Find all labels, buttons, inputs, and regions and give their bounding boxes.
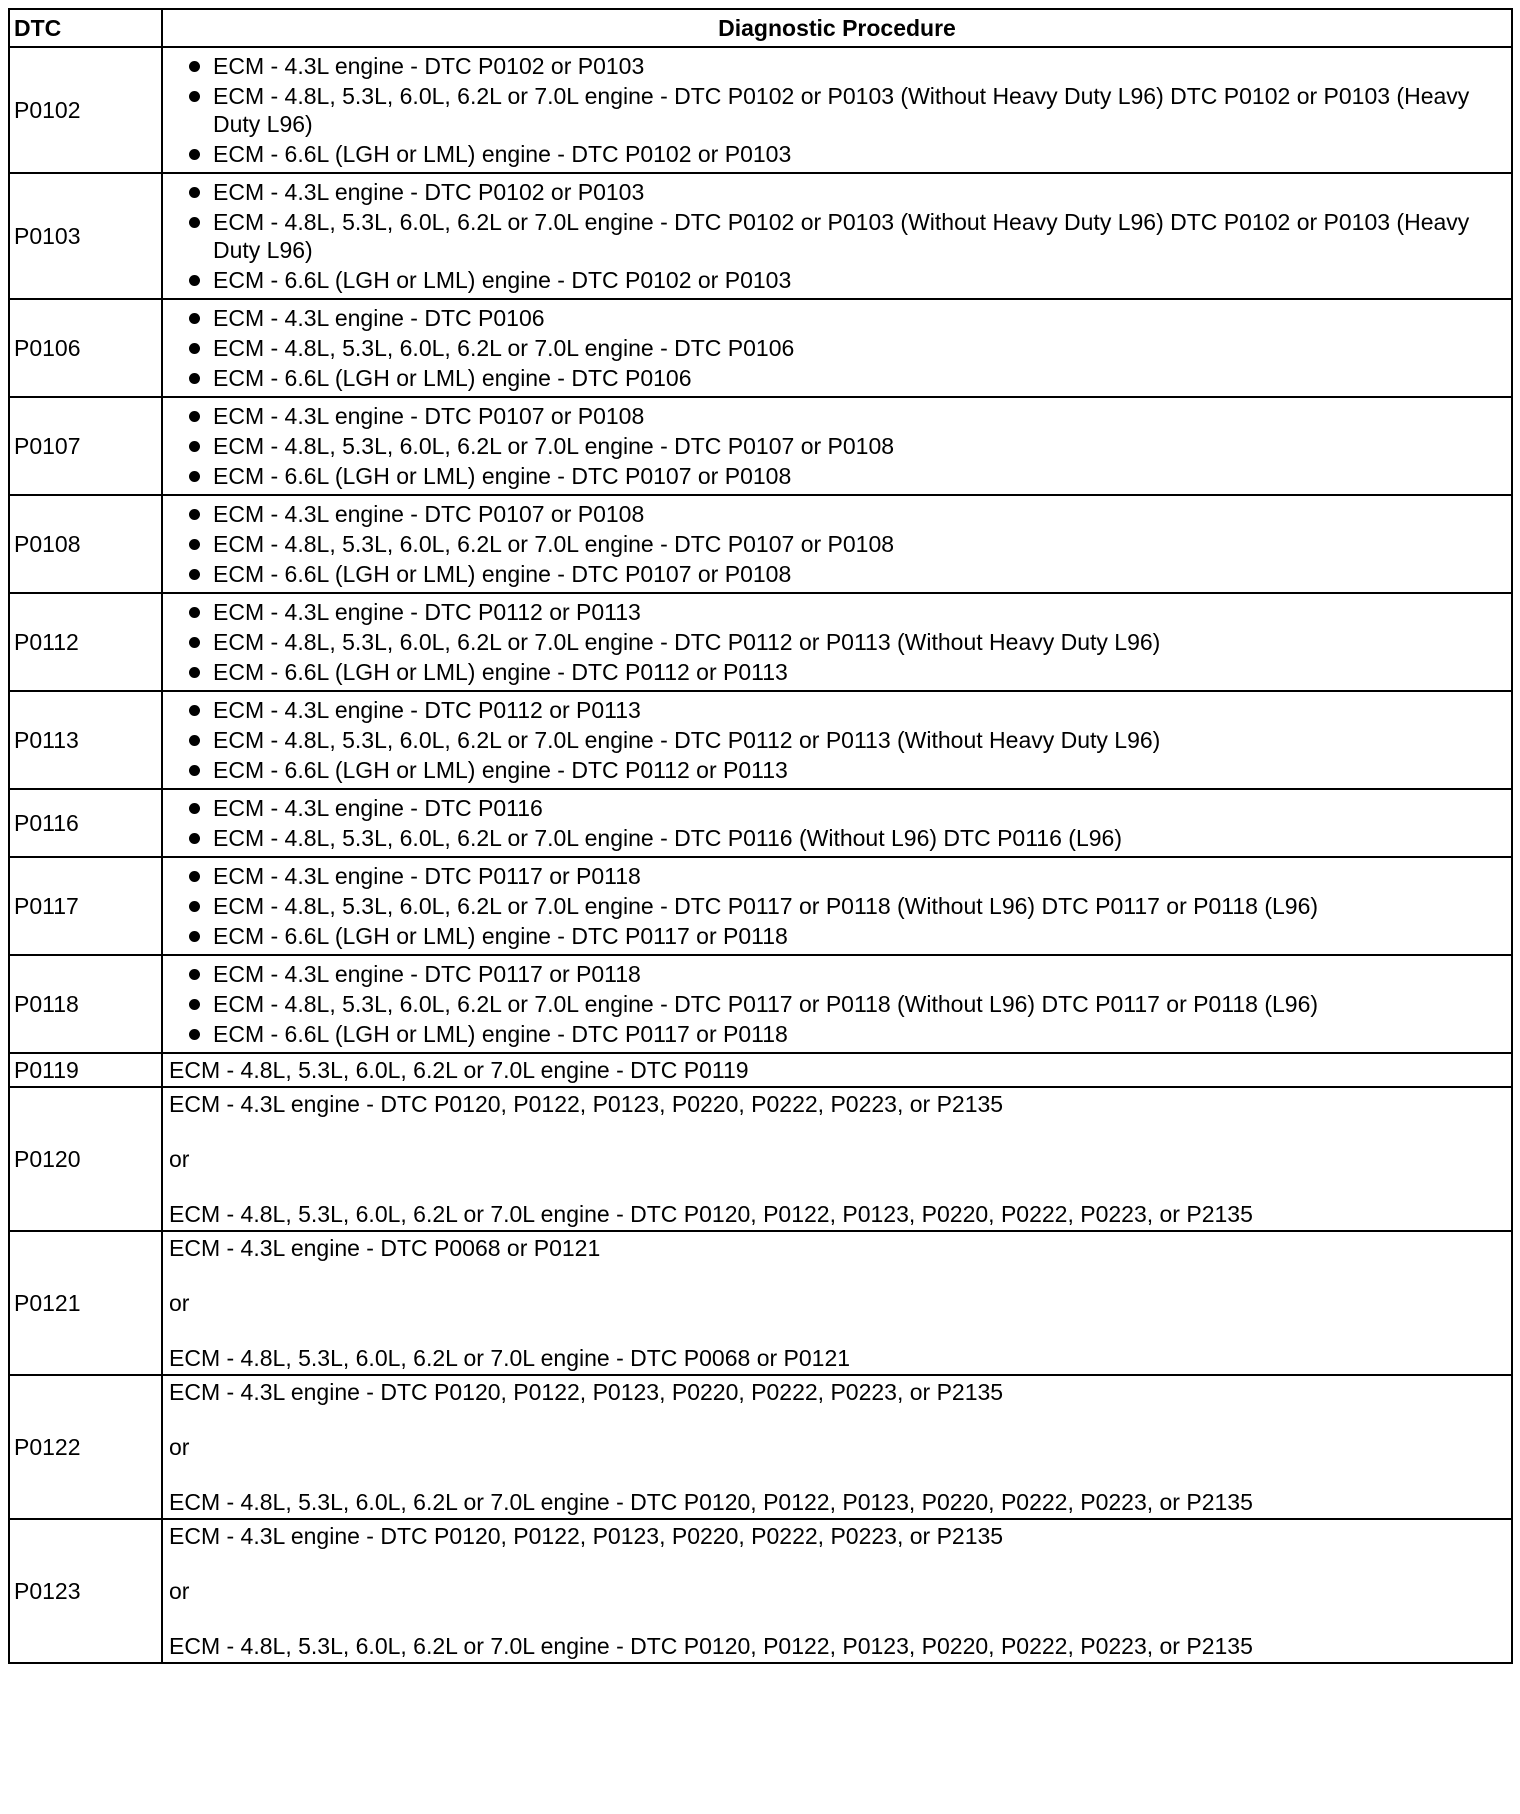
bullet-icon: [189, 509, 200, 520]
table-row: [9, 397, 1512, 495]
dtc-code: P0122: [9, 1375, 162, 1519]
procedure-list-item: [169, 794, 1507, 822]
procedure-list-item: [169, 266, 1507, 294]
procedure-list-item: [169, 140, 1507, 168]
procedure-list-item: [169, 334, 1507, 362]
dtc-code: P0112: [9, 593, 162, 691]
dtc-code: P0121: [9, 1231, 162, 1375]
dtc-code: P0117: [9, 857, 162, 955]
procedure-text: ECM - 4.8L, 5.3L, 6.0L, 6.2L or 7.0L engine - DTC P0102 or P0103 (Without Heavy Duty L96) DTC P0102 or P0103 (Heavy Duty L96): [213, 209, 1470, 263]
paragraph-gap: [169, 1262, 1507, 1289]
procedure-list-item: [169, 696, 1507, 724]
procedure-list-item: [169, 960, 1507, 988]
procedure-text: ECM - 4.8L, 5.3L, 6.0L, 6.2L or 7.0L engine - DTC P0107 or P0108: [213, 433, 895, 459]
procedure-list-item: [169, 990, 1507, 1018]
procedure-list: [169, 52, 1507, 168]
table-row: [9, 495, 1512, 593]
bullet-icon: [189, 471, 200, 482]
table-row: [9, 789, 1512, 857]
procedure-list-item: [169, 824, 1507, 852]
procedure-text: ECM - 6.6L (LGH or LML) engine - DTC P0107 or P0108: [213, 561, 792, 587]
dtc-code: P0113: [9, 691, 162, 789]
bullet-icon: [189, 373, 200, 384]
dtc-procedure-table: [8, 8, 1513, 1664]
bullet-icon: [189, 539, 200, 550]
table-row: [9, 1375, 1512, 1519]
procedure-list-item: [169, 922, 1507, 950]
table-row: [9, 1231, 1512, 1375]
procedure-text: ECM - 6.6L (LGH or LML) engine - DTC P0106: [213, 365, 692, 391]
procedure-text: ECM - 4.3L engine - DTC P0120, P0122, P0123, P0220, P0222, P0223, or P2135: [169, 1523, 1004, 1549]
bullet-icon: [189, 149, 200, 160]
procedure-text: ECM - 4.3L engine - DTC P0117 or P0118: [213, 961, 641, 987]
diagnostic-procedure-cell: [162, 1375, 1512, 1519]
table-header-row: [9, 9, 1512, 47]
procedure-text: ECM - 6.6L (LGH or LML) engine - DTC P0112 or P0113: [213, 659, 788, 685]
table-row: [9, 857, 1512, 955]
procedure-text: ECM - 4.3L engine - DTC P0120, P0122, P0123, P0220, P0222, P0223, or P2135: [169, 1379, 1004, 1405]
dtc-code: P0119: [9, 1053, 162, 1087]
table-row: [9, 299, 1512, 397]
diagnostic-procedure-cell: [162, 47, 1512, 173]
procedure-text: ECM - 4.8L, 5.3L, 6.0L, 6.2L or 7.0L engine - DTC P0068 or P0121: [169, 1345, 851, 1371]
procedure-text: ECM - 6.6L (LGH or LML) engine - DTC P0102 or P0103: [213, 267, 792, 293]
bullet-icon: [189, 803, 200, 814]
procedure-text: ECM - 4.3L engine - DTC P0107 or P0108: [213, 403, 645, 429]
bullet-icon: [189, 411, 200, 422]
bullet-icon: [189, 833, 200, 844]
bullet-icon: [189, 187, 200, 198]
dtc-code: P0116: [9, 789, 162, 857]
diagnostic-procedure-cell: [162, 955, 1512, 1053]
paragraph-gap: [169, 1461, 1507, 1488]
procedure-list-item: [169, 628, 1507, 656]
procedure-list-item: [169, 862, 1507, 890]
bullet-icon: [189, 871, 200, 882]
dtc-code: P0118: [9, 955, 162, 1053]
procedure-list-item: [169, 178, 1507, 206]
bullet-icon: [189, 705, 200, 716]
procedure-list: [169, 500, 1507, 588]
procedure-text: ECM - 4.3L engine - DTC P0116: [213, 795, 543, 821]
procedure-list-item: [169, 500, 1507, 528]
procedure-text: ECM - 4.3L engine - DTC P0112 or P0113: [213, 599, 641, 625]
procedure-text: ECM - 4.8L, 5.3L, 6.0L, 6.2L or 7.0L engine - DTC P0112 or P0113 (Without Heavy Duty L96): [213, 629, 1161, 655]
bullet-icon: [189, 901, 200, 912]
procedure-list: [169, 304, 1507, 392]
procedure-list-item: [169, 52, 1507, 80]
header-diagnostic-procedure: Diagnostic Procedure: [162, 9, 1512, 47]
procedure-list-item: [169, 756, 1507, 784]
bullet-icon: [189, 607, 200, 618]
bullet-icon: [189, 1029, 200, 1040]
procedure-list-item: [169, 530, 1507, 558]
bullet-icon: [189, 313, 200, 324]
or-separator: or: [169, 1434, 190, 1460]
or-separator: or: [169, 1146, 190, 1172]
procedure-text: ECM - 4.8L, 5.3L, 6.0L, 6.2L or 7.0L engine - DTC P0120, P0122, P0123, P0220, P0222, P0223, or P2135: [169, 1489, 1253, 1515]
procedure-list-item: [169, 1020, 1507, 1048]
paragraph-gap: [169, 1550, 1507, 1577]
dtc-code: P0108: [9, 495, 162, 593]
dtc-code: P0120: [9, 1087, 162, 1231]
procedure-text: ECM - 6.6L (LGH or LML) engine - DTC P0107 or P0108: [213, 463, 792, 489]
procedure-list: [169, 696, 1507, 784]
procedure-list-item: [169, 208, 1507, 264]
bullet-icon: [189, 275, 200, 286]
diagnostic-procedure-cell: [162, 173, 1512, 299]
diagnostic-procedure-cell: [162, 299, 1512, 397]
bullet-icon: [189, 637, 200, 648]
bullet-icon: [189, 667, 200, 678]
dtc-code: P0106: [9, 299, 162, 397]
diagnostic-procedure-cell: [162, 1087, 1512, 1231]
diagnostic-procedure-cell: [162, 691, 1512, 789]
procedure-list-item: [169, 726, 1507, 754]
diagnostic-procedure-cell: [162, 397, 1512, 495]
procedure-text: ECM - 4.8L, 5.3L, 6.0L, 6.2L or 7.0L engine - DTC P0107 or P0108: [213, 531, 895, 557]
paragraph-gap: [169, 1406, 1507, 1433]
procedure-list-item: [169, 462, 1507, 490]
procedure-list-item: [169, 598, 1507, 626]
table-row: [9, 593, 1512, 691]
procedure-list: [169, 178, 1507, 294]
procedure-list-item: [169, 82, 1507, 138]
procedure-list-item: [169, 304, 1507, 332]
dtc-code: P0107: [9, 397, 162, 495]
procedure-text: ECM - 4.3L engine - DTC P0068 or P0121: [169, 1235, 601, 1261]
bullet-icon: [189, 735, 200, 746]
procedure-text: ECM - 4.3L engine - DTC P0120, P0122, P0123, P0220, P0222, P0223, or P2135: [169, 1091, 1004, 1117]
procedure-list: [169, 598, 1507, 686]
procedure-list-item: [169, 402, 1507, 430]
procedure-list: [169, 862, 1507, 950]
bullet-icon: [189, 441, 200, 452]
procedure-text: ECM - 4.8L, 5.3L, 6.0L, 6.2L or 7.0L engine - DTC P0116 (Without L96) DTC P0116 (L96): [213, 825, 1122, 851]
paragraph-gap: [169, 1317, 1507, 1344]
procedure-text: ECM - 4.3L engine - DTC P0112 or P0113: [213, 697, 641, 723]
diagnostic-procedure-cell: [162, 593, 1512, 691]
table-row: [9, 691, 1512, 789]
bullet-icon: [189, 969, 200, 980]
procedure-list-item: [169, 892, 1507, 920]
bullet-icon: [189, 217, 200, 228]
procedure-text: ECM - 6.6L (LGH or LML) engine - DTC P0117 or P0118: [213, 923, 788, 949]
procedure-text: ECM - 4.3L engine - DTC P0107 or P0108: [213, 501, 645, 527]
procedure-text: ECM - 4.8L, 5.3L, 6.0L, 6.2L or 7.0L engine - DTC P0112 or P0113 (Without Heavy Duty L96): [213, 727, 1161, 753]
procedure-list-item: [169, 560, 1507, 588]
diagnostic-procedure-cell: [162, 1231, 1512, 1375]
procedure-list-item: [169, 364, 1507, 392]
paragraph-gap: [169, 1173, 1507, 1200]
procedure-text: ECM - 4.3L engine - DTC P0102 or P0103: [213, 53, 645, 79]
procedure-list-item: [169, 432, 1507, 460]
table-row: [9, 173, 1512, 299]
procedure-list: [169, 794, 1507, 852]
procedure-text: ECM - 4.8L, 5.3L, 6.0L, 6.2L or 7.0L engine - DTC P0102 or P0103 (Without Heavy Duty L96) DTC P0102 or P0103 (Heavy Duty L96): [213, 83, 1470, 137]
dtc-code: P0123: [9, 1519, 162, 1663]
bullet-icon: [189, 61, 200, 72]
procedure-text: ECM - 4.3L engine - DTC P0106: [213, 305, 545, 331]
bullet-icon: [189, 765, 200, 776]
table-row: [9, 955, 1512, 1053]
procedure-list: [169, 960, 1507, 1048]
diagnostic-procedure-cell: [162, 1053, 1512, 1087]
bullet-icon: [189, 91, 200, 102]
procedure-text: ECM - 6.6L (LGH or LML) engine - DTC P0112 or P0113: [213, 757, 788, 783]
bullet-icon: [189, 569, 200, 580]
or-separator: or: [169, 1290, 190, 1316]
procedure-text: ECM - 4.8L, 5.3L, 6.0L, 6.2L or 7.0L engine - DTC P0117 or P0118 (Without L96) DTC P0117 or P0118 (L96): [213, 991, 1319, 1017]
procedure-text: ECM - 4.3L engine - DTC P0117 or P0118: [213, 863, 641, 889]
procedure-text: ECM - 6.6L (LGH or LML) engine - DTC P0102 or P0103: [213, 141, 792, 167]
procedure-text: ECM - 4.8L, 5.3L, 6.0L, 6.2L or 7.0L engine - DTC P0119: [169, 1057, 749, 1083]
procedure-text: ECM - 4.8L, 5.3L, 6.0L, 6.2L or 7.0L engine - DTC P0106: [213, 335, 795, 361]
document-page: [8, 8, 1513, 1664]
diagnostic-procedure-cell: [162, 857, 1512, 955]
procedure-list-item: [169, 658, 1507, 686]
bullet-icon: [189, 931, 200, 942]
procedure-text: ECM - 4.8L, 5.3L, 6.0L, 6.2L or 7.0L engine - DTC P0120, P0122, P0123, P0220, P0222, P0223, or P2135: [169, 1201, 1253, 1227]
paragraph-gap: [169, 1605, 1507, 1632]
table-body: [9, 47, 1512, 1663]
dtc-code: P0103: [9, 173, 162, 299]
procedure-text: ECM - 4.8L, 5.3L, 6.0L, 6.2L or 7.0L engine - DTC P0117 or P0118 (Without L96) DTC P0117 or P0118 (L96): [213, 893, 1319, 919]
table-row: [9, 47, 1512, 173]
procedure-list: [169, 402, 1507, 490]
bullet-icon: [189, 999, 200, 1010]
paragraph-gap: [169, 1118, 1507, 1145]
diagnostic-procedure-cell: [162, 1519, 1512, 1663]
header-dtc: DTC: [9, 9, 162, 47]
bullet-icon: [189, 343, 200, 354]
table-row: [9, 1053, 1512, 1087]
table-row: [9, 1087, 1512, 1231]
procedure-text: ECM - 4.8L, 5.3L, 6.0L, 6.2L or 7.0L engine - DTC P0120, P0122, P0123, P0220, P0222, P0223, or P2135: [169, 1633, 1253, 1659]
or-separator: or: [169, 1578, 190, 1604]
procedure-text: ECM - 6.6L (LGH or LML) engine - DTC P0117 or P0118: [213, 1021, 788, 1047]
table-row: [9, 1519, 1512, 1663]
diagnostic-procedure-cell: [162, 495, 1512, 593]
procedure-text: ECM - 4.3L engine - DTC P0102 or P0103: [213, 179, 645, 205]
dtc-code: P0102: [9, 47, 162, 173]
diagnostic-procedure-cell: [162, 789, 1512, 857]
